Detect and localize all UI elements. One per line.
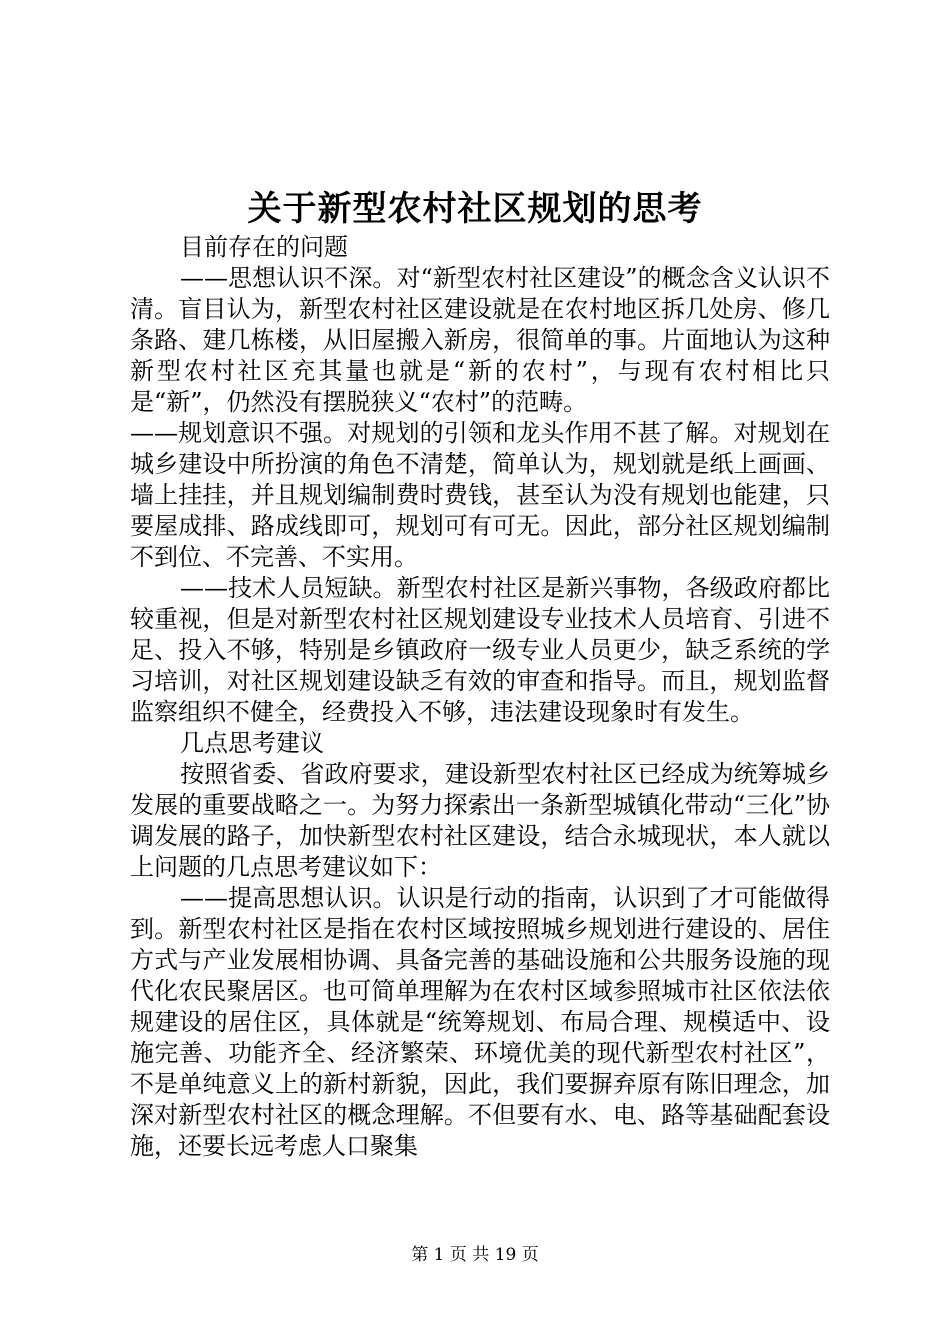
- paragraph-provincial-requirements: 按照省委、省政府要求，建设新型农村社区已经成为统筹城乡发展的重要战略之一。为努力探索出一条新型城镇化带动“三化”协调发展的路子，加快新型农村社区建设，结合永城现状，本人就以上问题的几点思考建议如下：: [130, 760, 830, 881]
- page-number-footer: 第 1 页 共 19 页: [411, 1245, 539, 1265]
- document-body: [130, 232, 830, 1162]
- paragraph-section-heading-problems: 目前存在的问题: [180, 233, 348, 261]
- paragraph-raise-awareness: ——提高思想认识。认识是行动的指南，认识到了才可能做得到。新型农村社区是指在农村区域按照城乡规划进行建设的、居住方式与产业发展相协调、具备完善的基础设施和公共服务设施的现代化农民聚居区。也可简单理解为在农村区域参照城市社区依法依规建设的居住区，具体就是“统筹规划、布局合理、规模适中、设施完善、功能齐全、经济繁荣、环境优美的现代新型农村社区”，不是单纯意义上的新村新貌，因此，我们要摒弃原有陈旧理念，加深对新型农村社区的概念理解。不但要有水、电、路等基础配套设施，还要长远考虑人口聚集: [130, 884, 830, 1160]
- paragraph-technical-staff: ——技术人员短缺。新型农村社区是新兴事物，各级政府都比较重视，但是对新型农村社区规划建设专业技术人员培育、引进不足、投入不够，特别是乡镇政府一级专业人员更少，缺乏系统的学习培训，对社区规划建设缺乏有效的审查和指导。而且，规划监督监察组织不健全，经费投入不够，违法建设现象时有发生。: [130, 574, 830, 726]
- paragraph-section-heading-suggestions: 几点思考建议: [180, 729, 324, 757]
- paragraph-planning-awareness: ——规划意识不强。对规划的引领和龙头作用不甚了解。对规划在城乡建设中所扮演的角色不清楚，简单认为，规划就是纸上画画、墙上挂挂，并且规划编制费时费钱，甚至认为没有规划也能建，只要屋成排、路成线即可，规划可有可无。因此，部分社区规划编制不到位、不完善、不实用。: [130, 419, 830, 571]
- document-title: 关于新型农村社区规划的思考: [247, 189, 703, 229]
- paragraph-thinking-awareness: ——思想认识不深。对“新型农村社区建设”的概念含义认识不清。盲目认为，新型农村社区建设就是在农村地区拆几处房、修几条路、建几栋楼，从旧屋搬入新房，很简单的事。片面地认为这种新型农村社区充其量也就是“新的农村”，与现有农村相比只是“新”，仍然没有摆脱狭义“农村”的范畴。: [130, 264, 830, 416]
